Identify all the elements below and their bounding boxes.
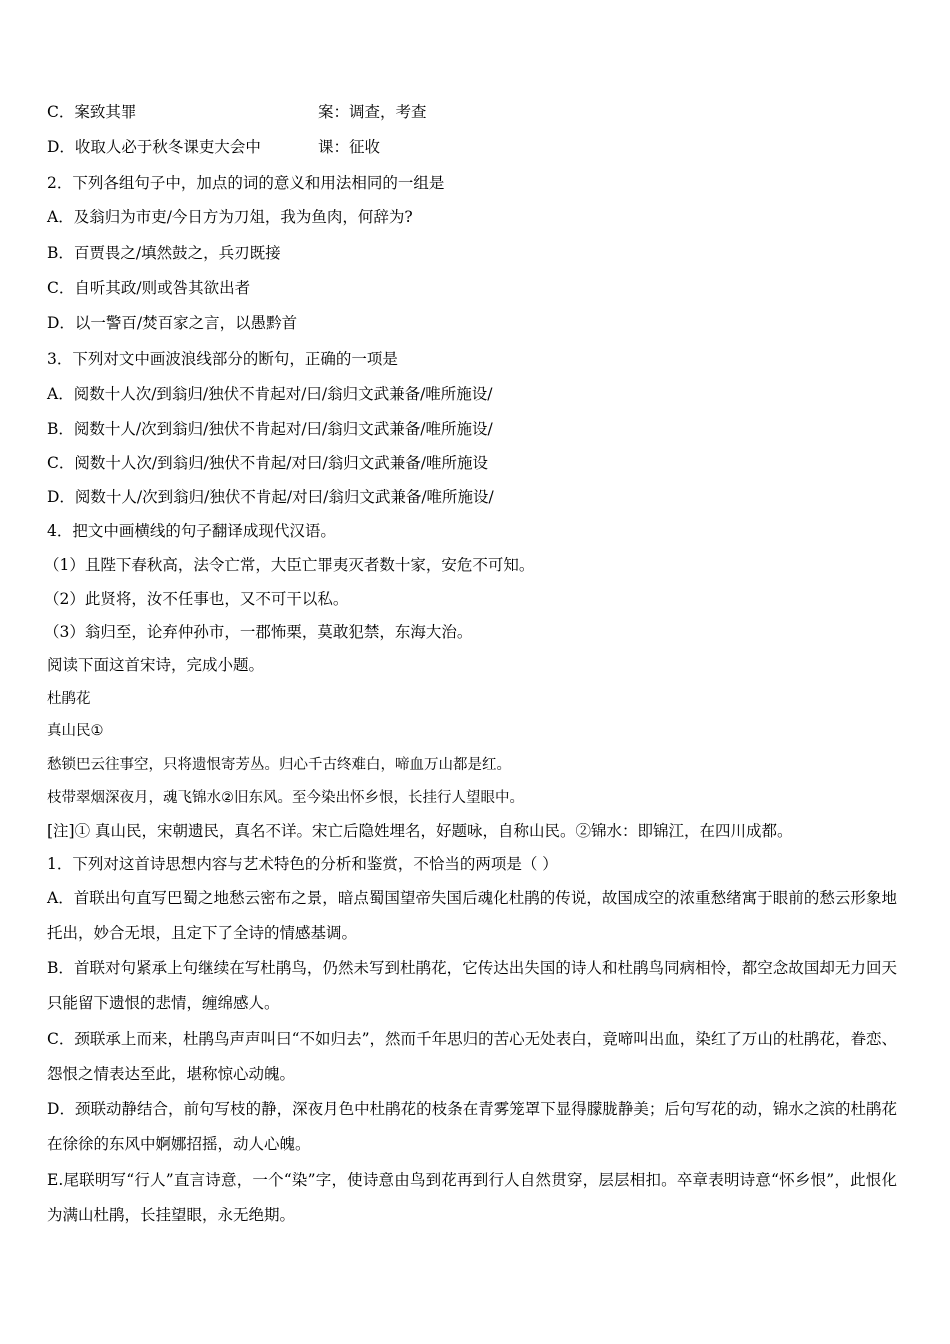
poem-author: 真山民① <box>47 723 104 739</box>
q2-option-d: D．以一警百/焚百家之言，以愚黔首 <box>47 314 298 332</box>
poem-note: [注]① 真山民，宋朝遗民，真名不详。宋亡后隐姓埋名，好题咏，自称山民。②锦水：即锦江，在四川成都。 <box>47 822 793 840</box>
q3-stem: 3．下列对文中画波浪线部分的断句，正确的一项是 <box>47 350 398 368</box>
q1-option-c-gloss: 案：调查，考查 <box>318 103 427 121</box>
q4-sentence-3: （3）翁归至，论弃仲孙市，一郡怖栗，莫敢犯禁，东海大治。 <box>44 623 473 641</box>
q2-option-c: C．自听其政/则或咎其欲出者 <box>47 279 251 297</box>
poem-line-2: 枝带翠烟深夜月，魂飞锦水②旧东风。至今染出怀乡恨，长挂行人望眼中。 <box>47 790 524 806</box>
poem-q1-option-c: C．颈联承上而来，杜鹃鸟声声叫曰“不如归去”，然而千年思归的苦心无处表白，竟啼叫出血，染红了万山的杜鹃花，眷恋、怨恨之情表达至此，堪称惊心动魄。 <box>47 1030 897 1083</box>
q3-option-a: A．阅数十人次/到翁归/独伏不肯起对/曰/翁归文武兼备/唯所施设/ <box>47 385 493 403</box>
q1-option-c: C．案致其罪 <box>47 103 137 121</box>
q4-sentence-2: （2）此贤将，汝不任事也，又不可干以私。 <box>44 590 349 608</box>
q1-option-d: D．收取人必于秋冬课吏大会中 <box>47 138 261 156</box>
q2-option-a: A．及翁归为市吏/今日方为刀俎，我为鱼肉，何辞为? <box>47 208 413 226</box>
poem-q1-option-d: D．颈联动静结合，前句写枝的静，深夜月色中杜鹃花的枝条在青雾笼罩下显得朦胧静美；后句写花的动，锦水之滨的杜鹃花在徐徐的东风中婀娜招摇，动人心魄。 <box>47 1100 897 1153</box>
poem-line-1: 愁锁巴云往事空，只将遗恨寄芳丛。归心千古终难白，啼血万山都是红。 <box>47 757 511 773</box>
q4-sentence-1: （1）且陛下春秋高，法令亡常，大臣亡罪夷灭者数十家，安危不可知。 <box>44 556 535 574</box>
poem-title: 杜鹃花 <box>47 691 91 707</box>
poem-q1-option-e: E.尾联明写“行人”直言诗意，一个“染”字，使诗意由鸟到花再到行人自然贯穿，层层相扣。卒章表明诗意“怀乡恨”，此恨化为满山杜鹃，长挂望眼，永无绝期。 <box>47 1171 897 1224</box>
q2-option-b: B．百贾畏之/填然鼓之，兵刃既接 <box>47 244 281 262</box>
q3-option-c: C．阅数十人次/到翁归/独伏不肯起/对曰/翁归文武兼备/唯所施设 <box>47 454 488 472</box>
poem-q1-stem: 1．下列对这首诗思想内容与艺术特色的分析和鉴赏，不恰当的两项是（ ） <box>47 855 558 873</box>
poem-q1-option-b: B．首联对句紧承上句继续在写杜鹃鸟，仍然未写到杜鹃花，它传达出失国的诗人和杜鹃鸟同病相怜，都空念故国却无力回天只能留下遗恨的悲情，缠绵感人。 <box>47 959 897 1012</box>
q3-option-b: B．阅数十人/次到翁归/独伏不肯起对/曰/翁归文武兼备/唯所施设/ <box>47 420 493 438</box>
q3-option-d: D．阅数十人/次到翁归/独伏不肯起/对曰/翁归文武兼备/唯所施设/ <box>47 488 494 506</box>
poem-intro: 阅读下面这首宋诗，完成小题。 <box>47 656 265 674</box>
poem-q1-option-a: A．首联出句直写巴蜀之地愁云密布之景，暗点蜀国望帝失国后魂化杜鹃的传说，故国成空的浓重愁绪寓于眼前的愁云形象地托出，妙合无垠，且定下了全诗的情感基调。 <box>47 889 897 942</box>
q1-option-d-gloss: 课：征收 <box>318 138 381 156</box>
q2-stem: 2．下列各组句子中，加点的词的意义和用法相同的一组是 <box>47 174 445 192</box>
q4-stem: 4．把文中画横线的句子翻译成现代汉语。 <box>47 522 336 540</box>
